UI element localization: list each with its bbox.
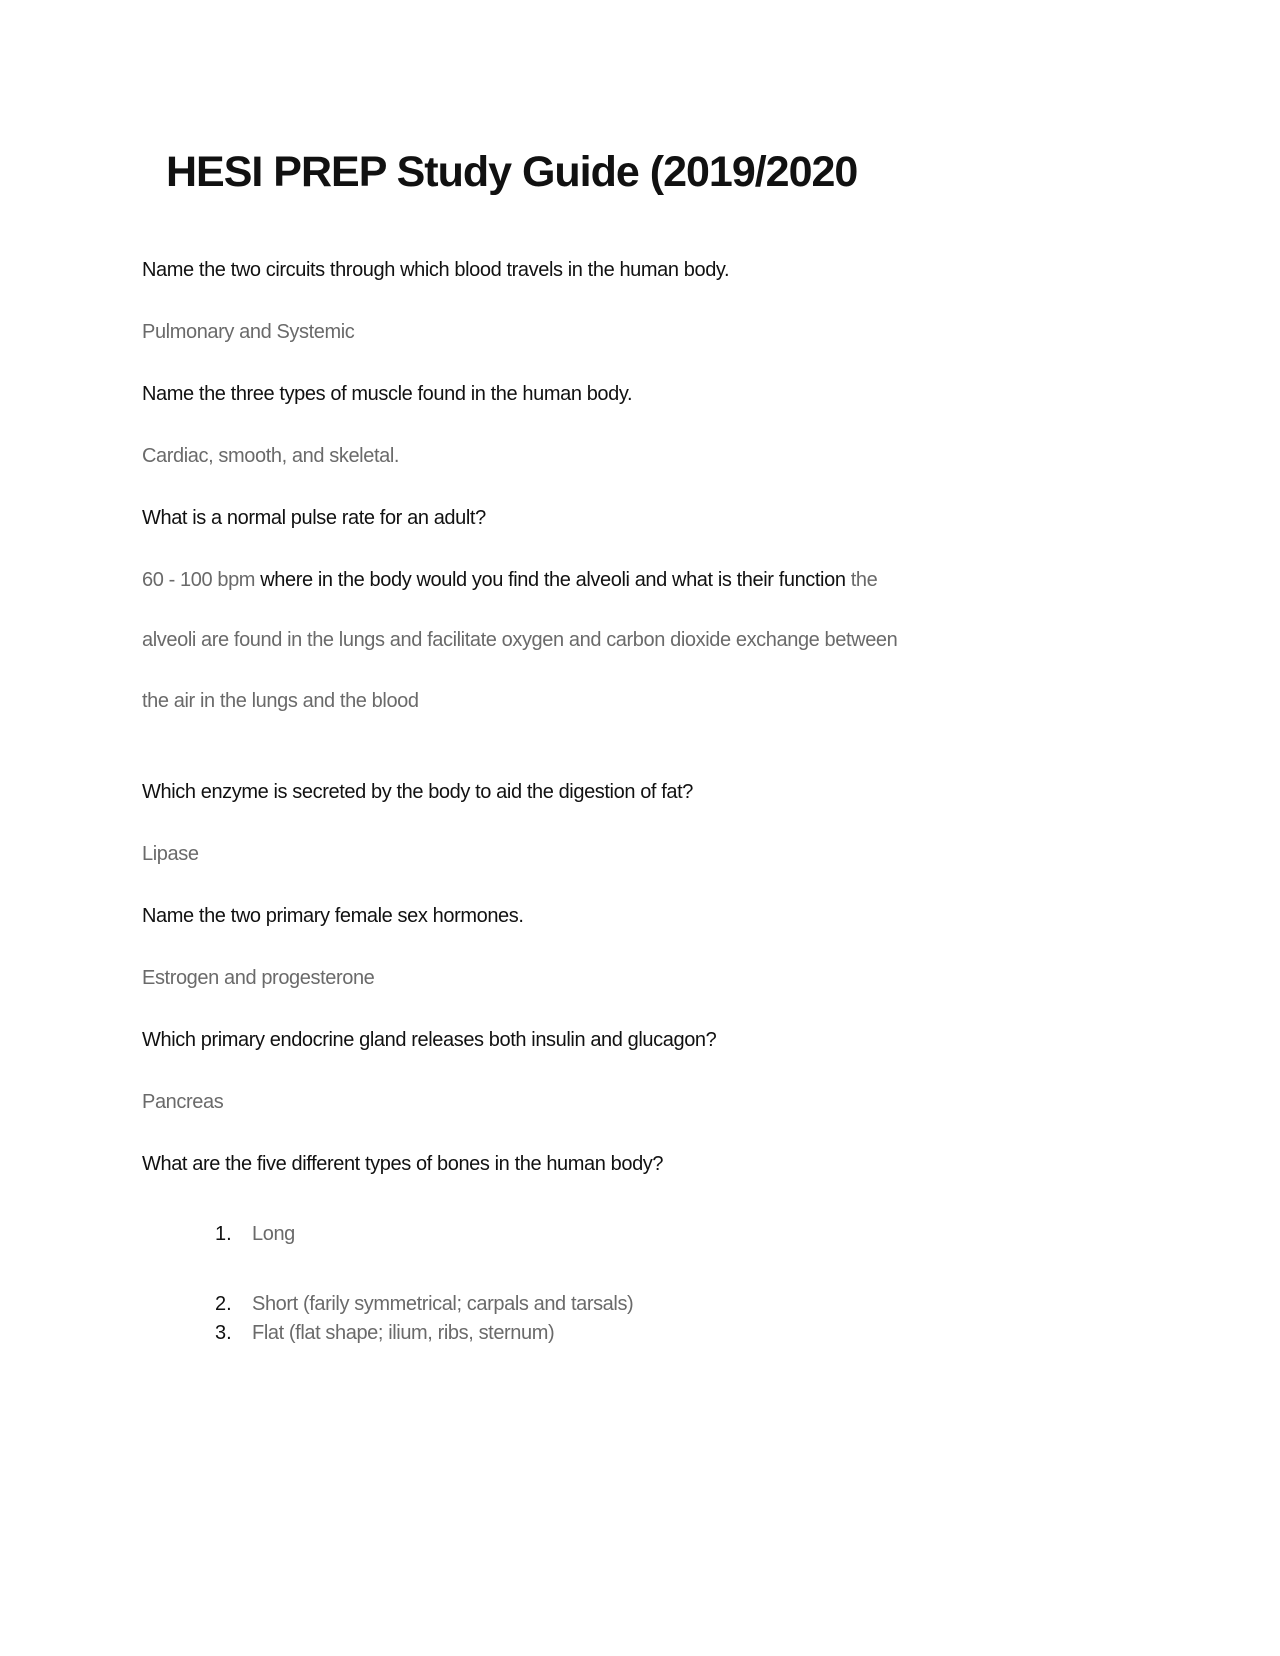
question: Name the two primary female sex hormones. <box>142 905 524 927</box>
question: Name the three types of muscle found in the human body. <box>142 383 633 405</box>
question: What is a normal pulse rate for an adult? <box>142 507 486 529</box>
question: Which enzyme is secreted by the body to aid the digestion of fat? <box>142 781 693 803</box>
list-item: Short (farily symmetrical; carpals and tarsals) <box>252 1293 634 1315</box>
list-number: 2. <box>215 1293 232 1315</box>
list-item: Flat (flat shape; ilium, ribs, sternum) <box>252 1322 555 1344</box>
answer: Lipase <box>142 843 199 865</box>
list-item: Long <box>252 1223 295 1245</box>
question: where in the body would you find the alveoli and what is their function <box>260 569 846 591</box>
question: Which primary endocrine gland releases both insulin and glucagon? <box>142 1029 717 1051</box>
question: What are the five different types of bones in the human body? <box>142 1153 664 1175</box>
list-number: 3. <box>215 1322 232 1344</box>
answer: Pulmonary and Systemic <box>142 321 355 343</box>
pulse-alveoli-line <box>142 568 877 592</box>
answer: Pancreas <box>142 1091 224 1113</box>
answer: the air in the lungs and the blood <box>142 690 419 712</box>
answer: alveoli are found in the lungs and facilitate oxygen and carbon dioxide exchange between <box>142 629 898 651</box>
question: Name the two circuits through which blood travels in the human body. <box>142 259 730 281</box>
list-number: 1. <box>215 1223 232 1245</box>
answer: the <box>850 569 878 591</box>
document-title: HESI PREP Study Guide (2019/2020 <box>166 148 858 196</box>
answer: Estrogen and progesterone <box>142 967 375 989</box>
answer: Cardiac, smooth, and skeletal. <box>142 445 400 467</box>
answer: 60 - 100 bpm <box>142 569 256 591</box>
